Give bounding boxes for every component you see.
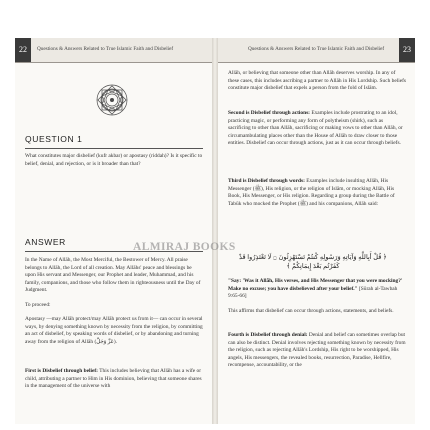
- answer-heading: ANSWER: [25, 237, 66, 247]
- fourth-disbelief-text: Denial and belief can sometimes overlap but can also be distinct. Denial involves rejecting something known by necessity from the religion, such as rejecting Allāh's Lordship, His right to be worshipped, His angels, His messengers, the revealed books, resurrection, Paradise, Hellfire, recompense, accountability, or the: [228, 332, 406, 369]
- question-text: What constitutes major disbelief (kufr akbar) or apostasy (riddah)? Is it specific to belief, denial, and rejection, or is it broader than that?: [25, 153, 203, 167]
- watermark: ALMIRAJ BOOKS: [133, 241, 236, 253]
- second-disbelief-text: Examples include prostrating to an idol, practicing magic, or performing any form of polytheism (shirk), such as sacrificing to other than Allāh, sacrificing or making vows to other than Allāh, or circumambulating places other than the House of Allāh to draw closer to those entities. Disbelief can occur through actions, just as it can occur through beliefs.: [228, 110, 403, 147]
- apostasy-paragraph: Apostasy —may Allāh protect/may Allāh protect us from it— can occur in several ways, by denying something known by necessity from the religion, by committing an act of disbelief, by speaking words of disbelief, or by abandoning and turning away from the religion of Allāh (عَزَّ وَجَلَّ).: [25, 316, 203, 345]
- question-divider: [25, 148, 203, 149]
- first-disbelief-label: First is Disbelief through belief:: [25, 368, 98, 374]
- verse-citation: [Sūrah al-Tawbah 9:65-66]: [228, 285, 398, 300]
- answer-intro: In the Name of Allāh, the Most Merciful, the Bestower of Mercy. All praise belongs to Allāh, the Lord of all creation. May Allāhs' peace and blessings be upon His servant and Messenger, our Prophet and leader, Muhammad, and his family, companions, and those who follow them in righteousness until the Day of Judgment.: [25, 257, 201, 294]
- verse-translation-paragraph: [228, 278, 406, 301]
- left-running-header: Questions & Answers Related to True Islamic Faith and Disbelief: [37, 46, 174, 52]
- fourth-disbelief-paragraph: [228, 332, 406, 370]
- quran-verse-arabic: ﴿ قُلْ أَبِاللَّهِ وَآيَاتِهِ وَرَسُولِهِ كُنتُمْ تَسْتَهْزِئُونَ ۝ لَا تَعْتَذِرُوا قَدْ كَفَرْتُم بَعْدَ إِيمَانِكُمْ ﴾: [239, 254, 387, 270]
- first-disbelief-paragraph: [25, 368, 203, 391]
- right-running-header: Questions & Answers Related to True Islamic Faith and Disbelief: [248, 46, 385, 52]
- third-disbelief-text: Examples include insulting Allāh, His Messenger (ﷺ), His religion, or the religion of Islām, or mocking Allāh, His Book, His Messenger, or His religion. Regarding a group during the Battle of Tabūk who mocked the Prophet (ﷺ) and his companions, Allāh said:: [228, 178, 395, 207]
- right-page-number: 23: [399, 38, 415, 62]
- first-disbelief-text: This includes believing that Allāh has a wife or child, attributing a partner to Him in His dominion, believing that someone shares in the management of the universe with: [25, 368, 202, 390]
- verse-translation: "Say: 'Was it Allāh, His verses, and His Messenger that you were mocking?' Make no excuse; you have disbelieved after your belief.": [228, 278, 403, 292]
- second-disbelief-paragraph: [228, 110, 406, 148]
- second-disbelief-label: Second is Disbelief through actions:: [228, 110, 310, 116]
- affirmation-paragraph: This affirms that disbelief can occur through actions, statements, and beliefs.: [228, 308, 394, 314]
- right-page: [218, 38, 415, 424]
- fourth-disbelief-label: Fourth is Disbelief through denial:: [228, 332, 308, 338]
- third-disbelief-paragraph: [228, 178, 406, 208]
- to-proceed-label: To proceed:: [25, 302, 51, 308]
- question-heading: QUESTION 1: [25, 134, 83, 144]
- geometric-ornament-icon: [95, 83, 129, 117]
- book-spread: [15, 38, 415, 426]
- continued-paragraph: Allāh, or believing that someone other than Allāh deserves worship. In any of these cases, this includes ascribing a partner to Allāh in His Lordship. Such beliefs constitute major disbelief that expels a person from the fold of Islām.: [228, 70, 407, 92]
- left-page: [15, 38, 213, 424]
- left-page-number: 22: [15, 38, 31, 62]
- third-disbelief-label: Third is Disbelief through words:: [228, 178, 305, 184]
